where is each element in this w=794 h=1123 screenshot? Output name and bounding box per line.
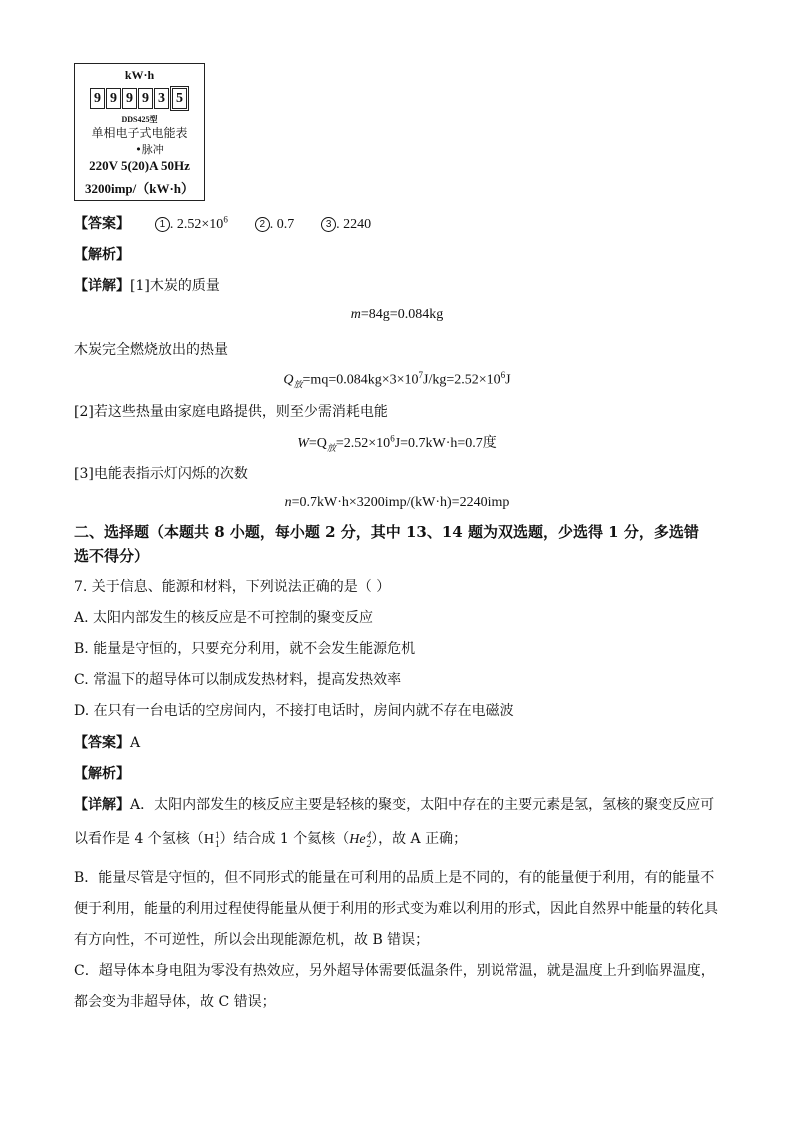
q6-step1b: 木炭完全燃烧放出的热量 bbox=[74, 342, 228, 358]
meter-digit: 9 bbox=[90, 88, 105, 109]
q7-detail-c-line2: 都会变为非超导体，故 C 错误； bbox=[74, 994, 276, 1010]
meter-model: DDS425型 bbox=[121, 115, 158, 124]
answer-label: 【答案】 bbox=[74, 216, 130, 232]
meter-unit: kW·h bbox=[124, 68, 155, 82]
circle-number-1: 1 bbox=[155, 217, 170, 232]
q6-step2: [2]若这些热量由家庭电路提供，则至少需消耗电能 bbox=[74, 404, 388, 420]
q7-detail-a-line1: 【详解】A．太阳内部发生的核反应主要是轻核的聚变，太阳中存在的主要元素是氢，氢核的聚变反应可 bbox=[74, 797, 715, 813]
formula-mass: m=84g=0.084kg bbox=[350, 307, 444, 322]
q7-option-b: B. 能量是守恒的，只要充分利用，就不会发生能源危机 bbox=[74, 641, 416, 657]
meter-constant: 3200imp/（kW·h） bbox=[84, 181, 195, 196]
answer-1: . 2.52×10 bbox=[169, 217, 224, 232]
meter-pulse: •脉冲 bbox=[135, 143, 164, 156]
meter-digit-decimal: 5 bbox=[172, 88, 187, 109]
section-heading: 二、选择题（本题共 8 小题，每小题 2 分，其中 13、14 题为双选题，少选得 1 分，多选错 bbox=[74, 523, 699, 541]
q7-answer: A bbox=[130, 735, 141, 751]
q7-detail-a-line2: 以看作是 4 个氢核（H 1 1 ）结合成 1 个氦核（He 4 2 ），故 A 正确； bbox=[74, 829, 468, 849]
helium-symbol: He 4 2 bbox=[349, 829, 372, 849]
meter-digit: 9 bbox=[106, 88, 121, 109]
electricity-meter-figure bbox=[74, 63, 205, 201]
detail-label: 【详解】 bbox=[74, 797, 130, 813]
meter-digit: 3 bbox=[154, 88, 169, 109]
answer-3: . 2240 bbox=[336, 217, 372, 232]
q7-option-d: D. 在只有一台电话的空房间内，不接打电话时，房间内就不存在电磁波 bbox=[74, 703, 514, 719]
formula-flashes: n=0.7kW·h×3200imp/(kW·h)=2240imp bbox=[284, 495, 510, 510]
q7-detail-b-line3: 有方向性，不可逆性，所以会出现能源危机，故 B 错误； bbox=[74, 932, 430, 948]
circle-number-3: 3 bbox=[321, 217, 336, 232]
answer-label: 【答案】 bbox=[74, 735, 130, 751]
q6-step1: 【详解】[1]木炭的质量 bbox=[74, 278, 220, 294]
q7-option-c: C. 常温下的超导体可以制成发热材料，提高发热效率 bbox=[74, 672, 402, 688]
q7-option-a: A. 太阳内部发生的核反应是不可控制的聚变反应 bbox=[74, 610, 374, 626]
analysis-label: 【解析】 bbox=[74, 766, 130, 782]
circle-number-2: 2 bbox=[255, 217, 270, 232]
meter-spec: 220V 5(20)A 50Hz bbox=[89, 158, 190, 173]
q7-stem: 7. 关于信息、能源和材料，下列说法正确的是（ ） bbox=[74, 579, 391, 595]
q7-detail-b-line2: 便于利用，能量的利用过程使得能量从便于利用的形式变为难以利用的形式，因此自然界中能量的转化具 bbox=[74, 901, 718, 917]
meter-digit: 9 bbox=[138, 88, 153, 109]
q6-answer-row: 【答案】 1 . $2.52\times 10^6$ 2 . 0.7 3 . 2240 bbox=[74, 214, 372, 232]
answer-2: . 0.7 bbox=[269, 217, 295, 232]
meter-name: 单相电子式电能表 bbox=[91, 126, 188, 140]
q7-detail-b-line1: B．能量尽管是守恒的，但不同形式的能量在可利用的品质上是不同的，有的能量便于利用，有的能量不 bbox=[74, 870, 715, 886]
meter-digit: 9 bbox=[122, 88, 137, 109]
formula-heat: $Q_放=mq=0.084kg\times 3\times 10^7J/kg=2.52\times 10^6J$ bbox=[283, 370, 511, 391]
meter-digits bbox=[90, 88, 188, 109]
detail-label: 【详解】 bbox=[74, 278, 130, 294]
hydrogen-symbol: H 1 1 bbox=[203, 829, 220, 849]
q7-answer-row bbox=[74, 732, 140, 752]
q7-detail-c-line1: C．超导体本身电阻为零没有热效应，另外超导体需要低温条件，别说常温，就是温度上升到临界温度， bbox=[74, 963, 715, 979]
analysis-label: 【解析】 bbox=[74, 247, 130, 263]
q6-step3: [3]电能表指示灯闪烁的次数 bbox=[74, 466, 248, 482]
formula-energy: $W=Q_放=2.52\times 10^6J=0.7kW\cdot h=0.7$度 bbox=[297, 433, 497, 454]
section-heading-cont: 选不得分） bbox=[74, 547, 150, 565]
